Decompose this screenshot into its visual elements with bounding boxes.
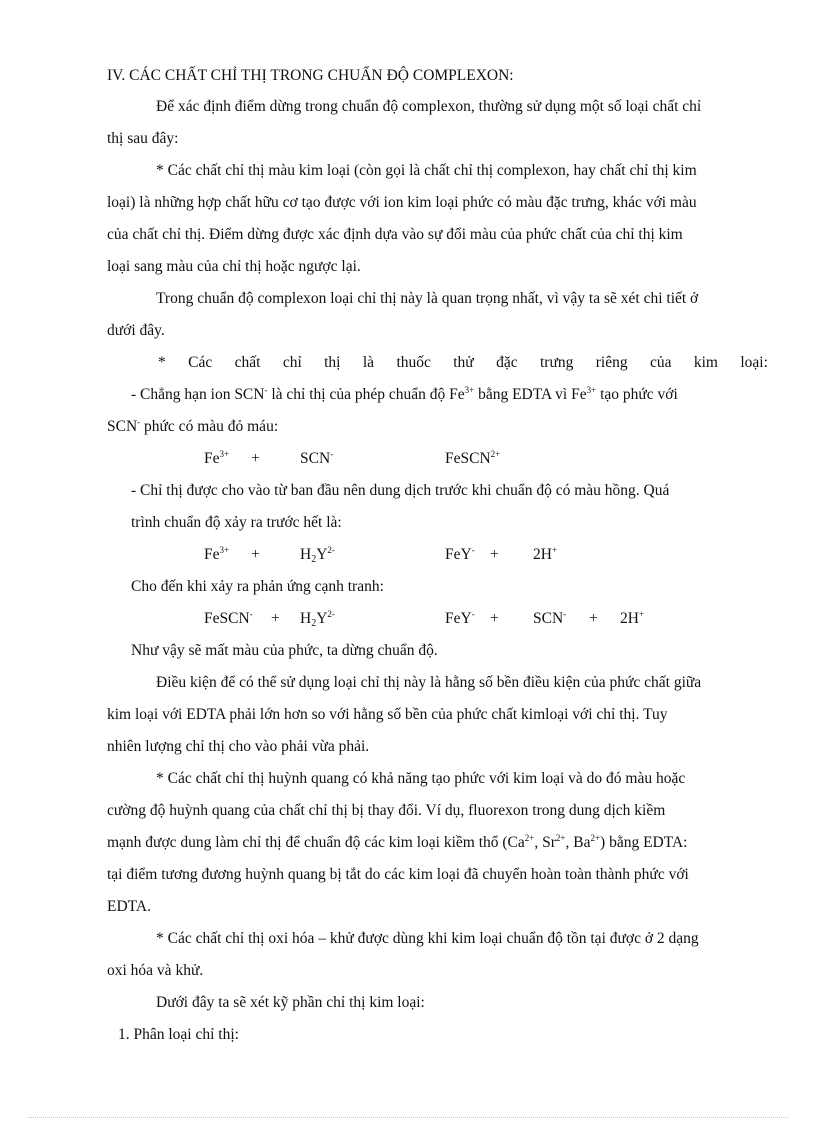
p7-line-2: kim loại với EDTA phải lớn hơn so với hằng số bền của phức chất kimloại với chỉ thị. Tuy <box>107 706 668 723</box>
p3-word: thử <box>453 354 474 371</box>
p3-word: riêng <box>595 354 628 371</box>
p3a-line-1: - Chẳng hạn ion SCN- là chỉ thị của phép chuẩn độ $Fe^{3+}$ bằng EDTA vì $Fe^{3+}$ tạo phức với <box>131 385 678 403</box>
document-page: IV. CÁC CHẤT CHỈ THỊ TRONG CHUẨN ĐỘ COMPLEXON: Để xác định điểm dừng trong chuẩn độ complexon, thường sử dụng một số loại chất chỉ thị sau đây: * Các chất chỉ thị màu kim loại (còn gọi là chất chỉ thị complexon, hay chất chỉ thị kim loại) là những hợp chất hữu cơ tạo được với ion kim loại phức có màu đặc trưng, khác với màu của chất chỉ thị. Điểm dừng được xác định dựa vào sự đổi màu của phức chất của chỉ thị kim loại sang màu của chỉ thị hoặc ngược lại. Trong chuẩn độ complexon loại chỉ thị này là quan trọng nhất, vì vậy ta sẽ xét chi tiết ở dưới đây. * Các chất chỉ thị là thuốc thử đặc trưng riêng của kim loại: - Chẳng hạn ion SCN- là chỉ thị của phép chuẩn độ $Fe^{3+}$ bằng EDTA vì $Fe^{3+}$ tạo phức với SCN- phức có màu đỏ máu: $Fe^{3+}$ + SCN- FeSCN$^{2+}$ - Chỉ thị được cho vào từ ban đầu nên dung dịch trước khi chuẩn độ có màu hồng. Quá trình chuẩn độ xảy ra trước hết là: $Fe^{3+}$ + $H_2Y^{2-}$ FeY- + 2H+ Cho đến khi xảy ra phản ứng cạnh tranh: FeSCN- + $H_2Y^{2-}$ FeY- + SCN- + 2H+ Như vậy sẽ mất màu của phức, ta dừng chuẩn độ. Điều kiện để có thể sử dụng loại chỉ thị này là hằng số bền điều kiện của phức chất giữa kim loại với EDTA phải lớn hơn so với hằng số bền của phức chất kimloại với chỉ thị. Tuy nhiên lượng chỉ thị cho vào phải vừa phải. * Các chất chỉ thị huỳnh quang có khả năng tạo phức với kim loại và do đó màu hoặc cường độ huỳnh quang của chất chỉ thị bị thay đổi. Ví dụ, fluorexon trong dung dịch kiềm mạnh được dung làm chỉ thị để chuẩn độ các kim loại kiềm thổ ($Ca^{2+}$, $Sr^{2+}$, $Ba^{2+}$) bằng EDTA: tại điểm tương đương huỳnh quang bị tắt do các kim loại đã chuyển hoàn toàn thành phức với EDTA. * Các chất chỉ thị oxi hóa – khử được dùng khi kim loại chuẩn độ tồn tại được ở 2 dạng oxi hóa và khử. Dưới đây ta sẽ xét kỹ phần chỉ thị kim loại: 1. Phân loại chỉ thị: <box>0 0 816 1123</box>
p4-line-2: trình chuẩn độ xảy ra trước hết là: <box>131 514 342 531</box>
p8-line-1: * Các chất chỉ thị huỳnh quang có khả năng tạo phức với kim loại và do đó màu hoặc <box>156 770 686 787</box>
p1-line-2: loại) là những hợp chất hữu cơ tạo được với ion kim loại phức có màu đặc trưng, khác với màu <box>107 194 697 211</box>
p2-line-1: Trong chuẩn độ complexon loại chỉ thị này là quan trọng nhất, vì vậy ta sẽ xét chi tiết ở <box>156 290 699 307</box>
p7-line-3: nhiên lượng chỉ thị cho vào phải vừa phải. <box>107 738 370 755</box>
p3-word: là <box>362 354 375 371</box>
p3-word: thuốc <box>396 354 431 371</box>
p9-line-1: * Các chất chỉ thị oxi hóa – khử được dùng khi kim loại chuẩn độ tồn tại được ở 2 dạng <box>156 930 699 947</box>
p3-word: Các <box>188 354 213 371</box>
p5-line: Cho đến khi xảy ra phản ứng cạnh tranh: <box>131 578 384 595</box>
p1-line-1: * Các chất chỉ thị màu kim loại (còn gọi là chất chỉ thị complexon, hay chất chỉ thị kim <box>156 162 697 179</box>
subsection-heading: 1. Phân loại chỉ thị: <box>118 1026 239 1043</box>
p8-line-2: cường độ huỳnh quang của chất chỉ thị bị thay đổi. Ví dụ, fluorexon trong dung dịch kiềm <box>107 802 666 819</box>
p3-word: trưng <box>539 354 574 371</box>
p3a-line-2: SCN- phức có màu đỏ máu: <box>107 417 279 435</box>
p8-line-3: mạnh được dung làm chỉ thị để chuẩn độ các kim loại kiềm thổ ($Ca^{2+}$, $Sr^{2+}$, $Ba^{2+}$) bằng EDTA: <box>107 833 688 851</box>
p3-word: thị <box>324 354 341 371</box>
p7-line-1: Điều kiện để có thể sử dụng loại chỉ thị này là hằng số bền điều kiện của phức chất giữa <box>156 674 702 691</box>
p8-line-5: EDTA. <box>107 898 151 915</box>
p9-line-2: oxi hóa và khử. <box>107 962 204 979</box>
intro-line-2: thị sau đây: <box>107 130 179 147</box>
p3-word: * <box>158 354 166 371</box>
p3-word: chỉ <box>282 354 302 371</box>
p3-justified-line <box>158 353 768 373</box>
p1-line-4: loại sang màu của chỉ thị hoặc ngược lại. <box>107 258 361 275</box>
p3-word: đặc <box>496 354 518 371</box>
p3-word: chất <box>234 354 261 371</box>
section-heading: IV. CÁC CHẤT CHỈ THỊ TRONG CHUẨN ĐỘ COMPLEXON: <box>107 67 514 84</box>
p4-line-1: - Chỉ thị được cho vào từ ban đầu nên dung dịch trước khi chuẩn độ có màu hồng. Quá <box>131 482 670 499</box>
p2-line-2: dưới đây. <box>107 322 165 339</box>
intro-line-1: Để xác định điểm dừng trong chuẩn độ complexon, thường sử dụng một số loại chất chỉ <box>156 98 702 115</box>
p3-word: loại: <box>740 354 768 371</box>
p8-line-4: tại điểm tương đương huỳnh quang bị tắt do các kim loại đã chuyển hoàn toàn thành phức với <box>107 866 689 883</box>
p3-word: của <box>649 354 672 371</box>
p1-line-3: của chất chỉ thị. Điểm dừng được xác định dựa vào sự đổi màu của phức chất của chỉ thị kim <box>107 226 683 243</box>
p10-line: Dưới đây ta sẽ xét kỹ phần chỉ thị kim loại: <box>156 994 425 1011</box>
p6-line: Như vậy sẽ mất màu của phức, ta dừng chuẩn độ. <box>131 642 438 659</box>
page-bottom-rule <box>28 1117 788 1118</box>
p3-word: kim <box>693 354 718 371</box>
